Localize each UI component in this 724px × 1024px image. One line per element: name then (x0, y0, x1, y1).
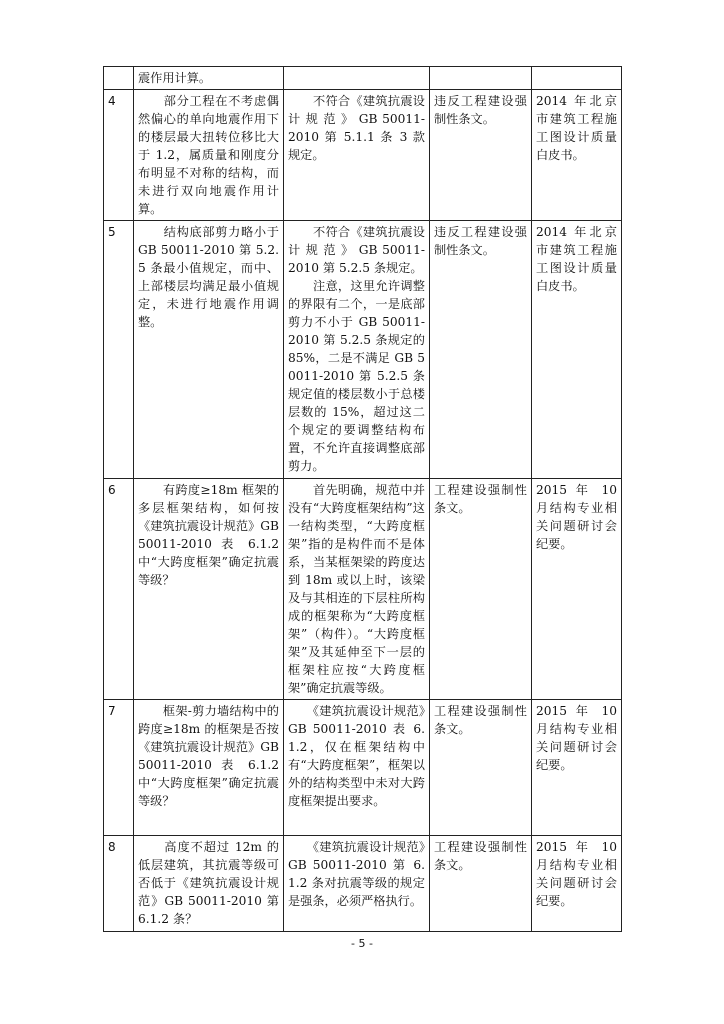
page-number: - 5 - (351, 937, 373, 950)
issue-cell: 有跨度≥18m 框架的多层框架结构，如何按《建筑抗震设计规范》GB 50011-2010 表 6.1.2 中“大跨度框架”确定抗震等级？ (134, 479, 284, 700)
basis-cell: 首先明确，规范中并没有“大跨度框架结构”这一结构类型，“大跨度框架”指的是构件而不是体系，当某框架梁的跨度达到 18m 或以上时，该梁及与其相连的下层柱所构成的框架称为“大跨度框架”（构件）。“大跨度框架”及其延伸至下一层的框架柱应按“大跨度框架”确定抗震等级。 (284, 479, 430, 700)
basis-cell (284, 67, 430, 90)
row-number: 7 (104, 700, 134, 836)
source-cell (532, 67, 622, 90)
table-row (104, 90, 622, 221)
table-row (104, 479, 622, 700)
issue-cell: 结构底部剪力略小于 GB 50011-2010 第 5.2.5 条最小值规定，而中、上部楼层均满足最小值规定，未进行地震作用调整。 (134, 221, 284, 479)
table-row (104, 67, 622, 90)
row-number: 5 (104, 221, 134, 479)
basis-cell: 《建筑抗震设计规范》GB 50011-2010 第 6.1.2 条对抗震等级的规定是强条，必须严格执行。 (284, 836, 430, 932)
table-row (104, 836, 622, 932)
row-number (104, 67, 134, 90)
type-cell: 工程建设强制性条文。 (430, 479, 532, 700)
type-cell: 工程建设强制性条文。 (430, 836, 532, 932)
type-cell: 违反工程建设强制性条文。 (430, 221, 532, 479)
source-cell: 2015 年 10 月结构专业相关问题研讨会纪要。 (532, 479, 622, 700)
type-cell (430, 67, 532, 90)
basis-cell: 不符合《建筑抗震设 计 规 范 》 GB 50011-2010 第 5.2.5 条规定。 注意，这里允许调整的界限有二个，一是底部剪力不小于 GB 50011-2010 第 5.2.5 条规定的 85%，二是不满足 GB 50011-2010 第 5.2.5 条规定值的楼层数小于总楼层数的 15%，超过这二个规定的要调整结构布置，不允许直接调整底部剪力。 (284, 221, 430, 479)
source-cell: 2014 年北京市建筑工程施工图设计质量白皮书。 (532, 90, 622, 221)
source-cell: 2014 年北京市建筑工程施工图设计质量白皮书。 (532, 221, 622, 479)
source-cell: 2015 年 10 月结构专业相关问题研讨会纪要。 (532, 836, 622, 932)
type-cell: 工程建设强制性条文。 (430, 700, 532, 836)
row-number: 8 (104, 836, 134, 932)
table-row (104, 700, 622, 836)
table-row (104, 221, 622, 479)
row-number: 4 (104, 90, 134, 221)
row-number: 6 (104, 479, 134, 700)
basis-cell: 《建筑抗震设计规范》GB 50011-2010 表 6.1.2，仅在框架结构中有“大跨度框架”，框架以外的结构类型中未对大跨度框架提出要求。 (284, 700, 430, 836)
type-cell: 违反工程建设强制性条文。 (430, 90, 532, 221)
issue-cell: 部分工程在不考虑偶然偏心的单向地震作用下的楼层最大扭转位移比大于 1.2，属质量和刚度分布明显不对称的结构，而未进行双向地震作用计算。 (134, 90, 284, 221)
issue-cell: 高度不超过 12m 的低层建筑，其抗震等级可否低于《建筑抗震设计规范》GB 50011-2010 第 6.1.2 条？ (134, 836, 284, 932)
issues-table (103, 66, 622, 932)
source-cell: 2015 年 10 月结构专业相关问题研讨会纪要。 (532, 700, 622, 836)
basis-cell: 不符合《建筑抗震设 计 规 范 》 GB 50011-2010 第 5.1.1 条 3 款规定。 (284, 90, 430, 221)
issue-cell: 框架-剪力墙结构中的跨度≥18m 的框架是否按《建筑抗震设计规范》GB 50011-2010 表 6.1.2 中“大跨度框架”确定抗震等级？ (134, 700, 284, 836)
issue-cell: 震作用计算。 (134, 67, 284, 90)
